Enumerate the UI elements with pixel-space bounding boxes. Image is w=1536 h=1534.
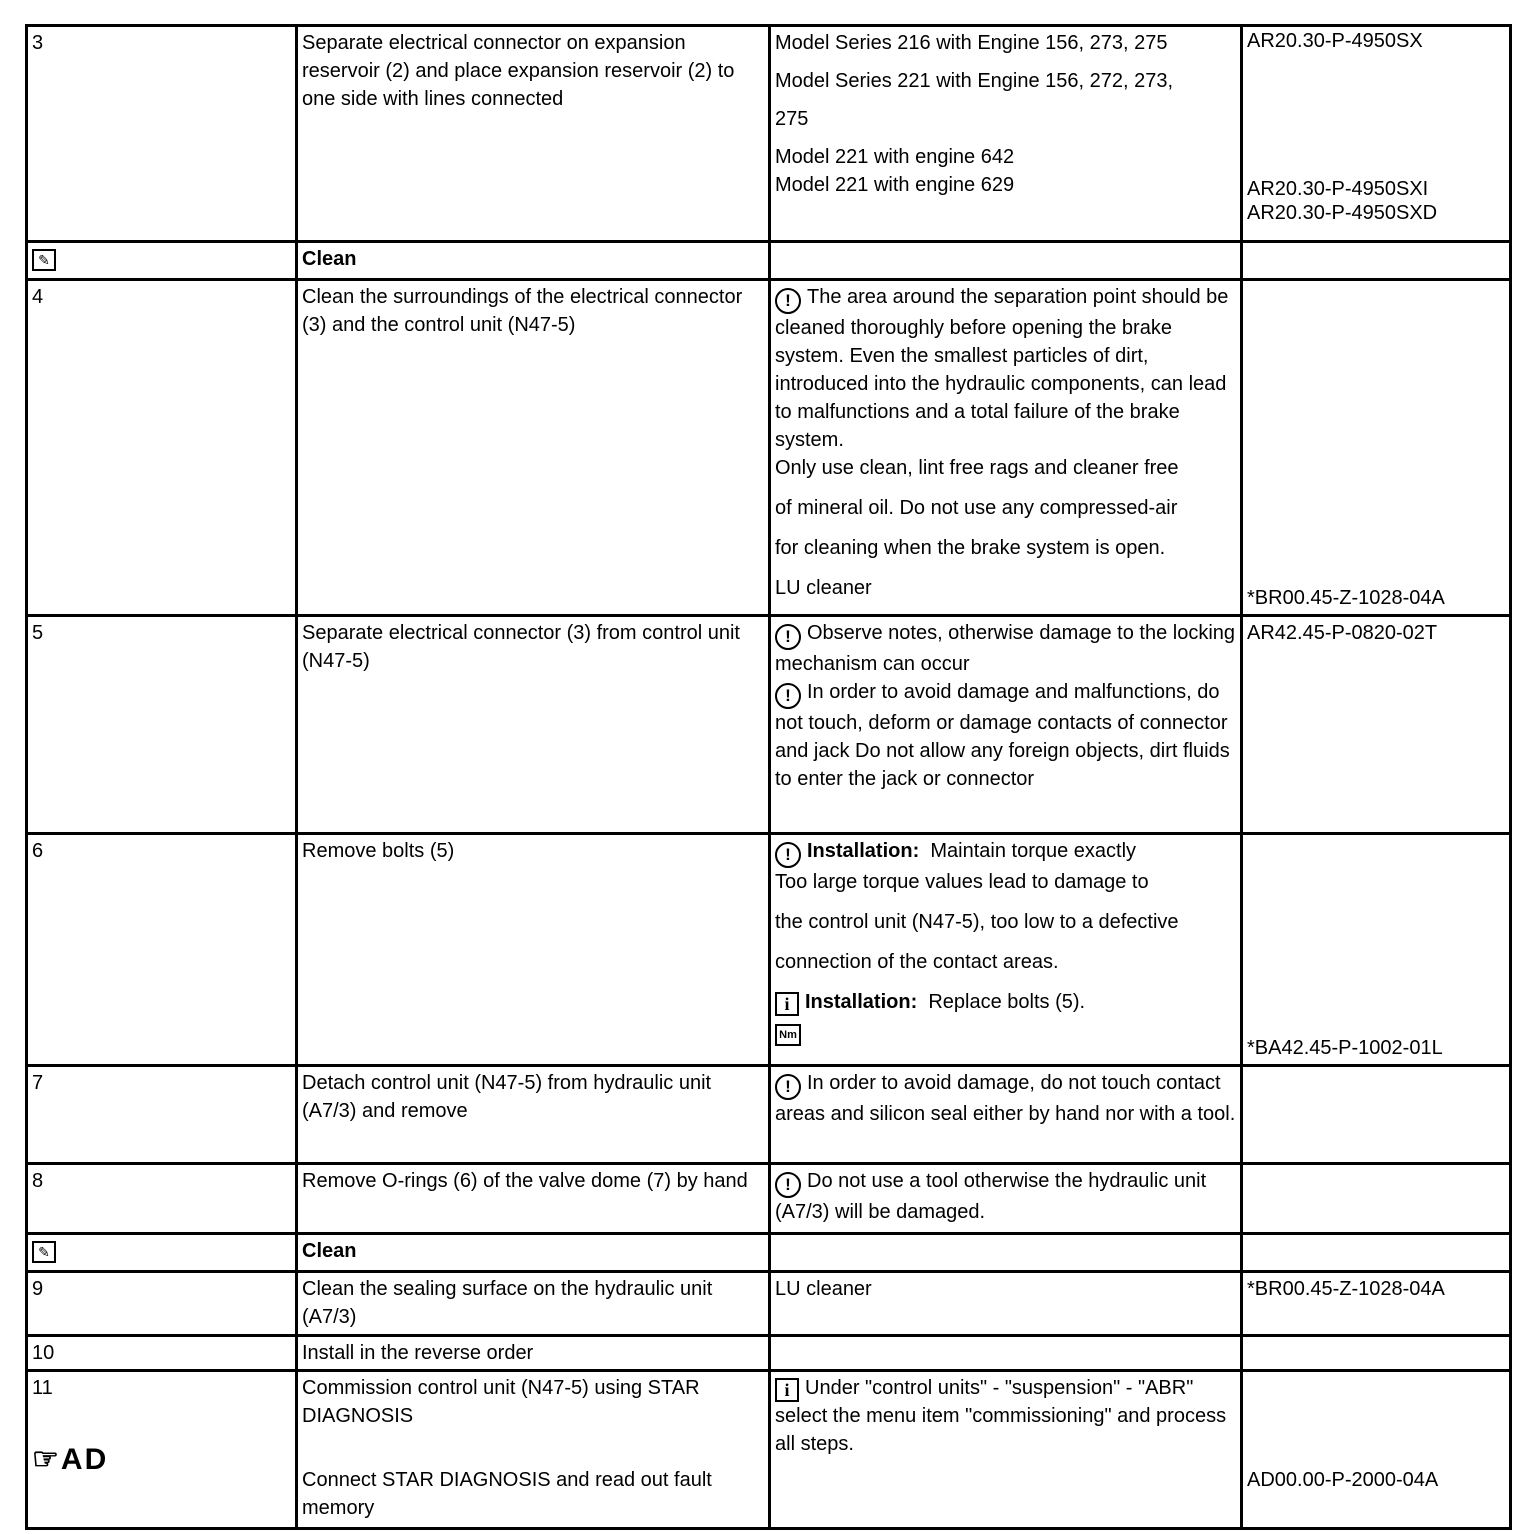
step-number: 3 bbox=[27, 26, 297, 242]
warning-icon: ! bbox=[775, 842, 801, 868]
warning-icon: ! bbox=[775, 1172, 801, 1198]
warning-icon: ! bbox=[775, 288, 801, 314]
action-cell: Remove bolts (5) bbox=[297, 834, 770, 1066]
clean-icon-cell bbox=[27, 242, 297, 280]
action-cell: Commission control unit (N47-5) using STAR DIAGNOSIS Connect STAR DIAGNOSIS and read out fault memory bbox=[297, 1371, 770, 1529]
step-number: 9 bbox=[27, 1272, 297, 1336]
table-row bbox=[27, 26, 1511, 242]
notes-cell: ! Observe notes, otherwise damage to the locking mechanism can occur ! In order to avoid damage and malfunctions, do not touch, deform or damage contacts of connector and jack Do not allow any foreign objects, dirt fluids to enter the jack or connector bbox=[770, 616, 1242, 834]
action-cell: Remove O-rings (6) of the valve dome (7) by hand bbox=[297, 1164, 770, 1234]
reference-link[interactable]: AR42.45-P-0820-02T bbox=[1247, 622, 1438, 644]
reference-link[interactable]: AR20.30-P-4950SX bbox=[1247, 30, 1423, 52]
reference-cell bbox=[1242, 1371, 1511, 1529]
table-row bbox=[27, 1164, 1511, 1234]
section-heading: Clean bbox=[297, 1234, 770, 1272]
step-number: 6 bbox=[27, 834, 297, 1066]
reference-link[interactable]: AD00.00-P-2000-04A bbox=[1247, 1469, 1439, 1491]
step-number: 10 bbox=[27, 1336, 297, 1371]
action-cell: Separate electrical connector on expansion reservoir (2) and place expansion reservoir (2) to one side with lines connected bbox=[297, 26, 770, 242]
reference-cell bbox=[1242, 280, 1511, 616]
step-number: 5 bbox=[27, 616, 297, 834]
table-row bbox=[27, 1234, 1511, 1272]
action-cell: Detach control unit (N47-5) from hydraulic unit (A7/3) and remove bbox=[297, 1066, 770, 1164]
reference-link[interactable]: *BR00.45-Z-1028-04A bbox=[1247, 587, 1445, 609]
info-icon: i bbox=[775, 992, 799, 1016]
info-icon: i bbox=[775, 1378, 799, 1402]
torque-nm-icon[interactable]: Nm bbox=[775, 1024, 801, 1046]
procedure-table bbox=[25, 24, 1512, 1530]
notes-cell: ! Installation: Maintain torque exactly Too large torque values lead to damage to the control unit (N47-5), too low to a defective connection of the contact areas. i Installation: Replace bolts (5). Nm bbox=[770, 834, 1242, 1066]
table-row bbox=[27, 1371, 1511, 1529]
section-heading: Clean bbox=[297, 242, 770, 280]
warning-icon: ! bbox=[775, 683, 801, 709]
step-number: 11 ☞ AD bbox=[27, 1371, 297, 1529]
reference-link[interactable]: AR20.30-P-4950SXD bbox=[1247, 202, 1438, 224]
warning-icon: ! bbox=[775, 624, 801, 650]
action-cell: Clean the sealing surface on the hydraulic unit (A7/3) bbox=[297, 1272, 770, 1336]
notes-cell: i Under "control units" - "suspension" - "ABR" select the menu item "commissioning" and process all steps. bbox=[770, 1371, 1242, 1529]
reference-link[interactable]: *BA42.45-P-1002-01L bbox=[1247, 1037, 1443, 1059]
table-row bbox=[27, 242, 1511, 280]
table-row bbox=[27, 1272, 1511, 1336]
notes-cell: ! In order to avoid damage, do not touch contact areas and silicon seal either by hand nor with a tool. bbox=[770, 1066, 1242, 1164]
table-row bbox=[27, 616, 1511, 834]
notes-cell: ! Do not use a tool otherwise the hydraulic unit (A7/3) will be damaged. bbox=[770, 1164, 1242, 1234]
notes-cell: ! The area around the separation point should be cleaned thoroughly before opening the brake system. Even the smallest particles of dirt, introduced into the hydraulic components, can lead to malfunctions and a total failure of the brake system. Only use clean, lint free rags and cleaner free of mineral oil. Do not use any compressed-air for cleaning when the brake system is open. LU cleaner bbox=[770, 280, 1242, 616]
notes-cell: Model Series 216 with Engine 156, 273, 275 Model Series 221 with Engine 156, 272, 273, 275 Model 221 with engine 642 Model 221 with engine 629 bbox=[770, 26, 1242, 242]
action-cell: Install in the reverse order bbox=[297, 1336, 770, 1371]
reference-link[interactable]: AR20.30-P-4950SXI bbox=[1247, 178, 1429, 200]
action-cell: Separate electrical connector (3) from control unit (N47-5) bbox=[297, 616, 770, 834]
reference-cell bbox=[1242, 616, 1511, 834]
reference-cell bbox=[1242, 834, 1511, 1066]
table-row bbox=[27, 1336, 1511, 1371]
clean-icon: ✎ bbox=[32, 249, 56, 271]
pointing-hand-icon: ☞ bbox=[32, 1443, 59, 1476]
reference-cell bbox=[1242, 26, 1511, 242]
table-row bbox=[27, 834, 1511, 1066]
step-number: 8 bbox=[27, 1164, 297, 1234]
step-number: 4 bbox=[27, 280, 297, 616]
reference-link[interactable]: *BR00.45-Z-1028-04A bbox=[1247, 1278, 1445, 1300]
table-row bbox=[27, 1066, 1511, 1164]
action-cell: Clean the surroundings of the electrical connector (3) and the control unit (N47-5) bbox=[297, 280, 770, 616]
ad-diagnosis-icon[interactable]: ☞ AD bbox=[32, 1443, 109, 1476]
notes-cell: LU cleaner bbox=[770, 1272, 1242, 1336]
clean-icon: ✎ bbox=[32, 1241, 56, 1263]
warning-icon: ! bbox=[775, 1074, 801, 1100]
table-row bbox=[27, 280, 1511, 616]
reference-cell bbox=[1242, 1272, 1511, 1336]
clean-icon-cell bbox=[27, 1234, 297, 1272]
step-number: 7 bbox=[27, 1066, 297, 1164]
